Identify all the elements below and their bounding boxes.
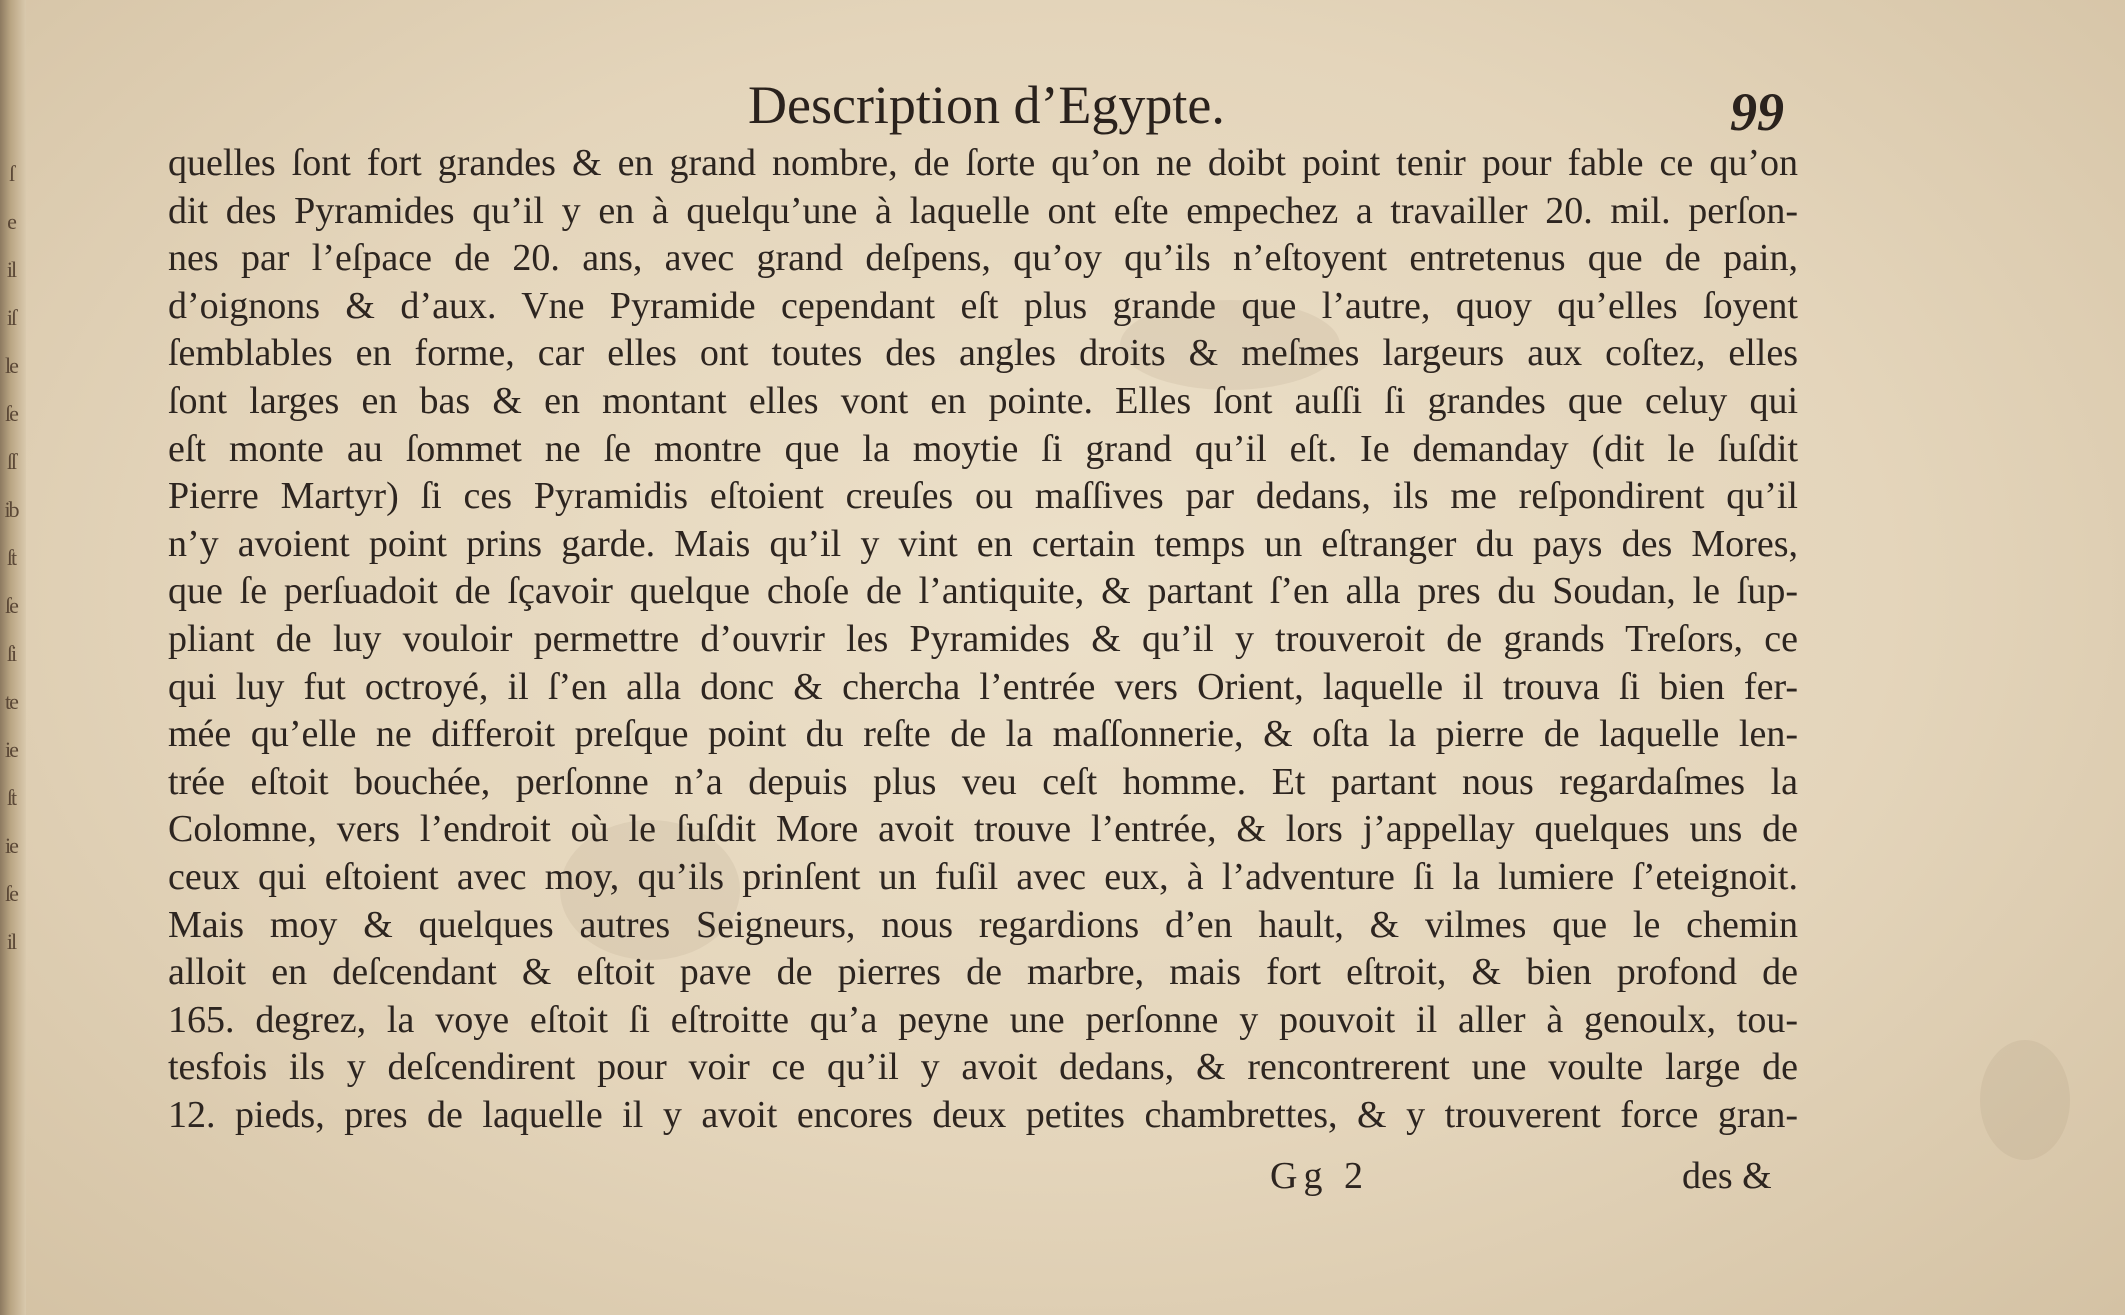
edge-glyph: il <box>6 929 16 954</box>
catchword: des & <box>1682 1155 1772 1197</box>
edge-glyph: ie <box>5 737 17 762</box>
edge-glyph: ſt <box>6 545 16 570</box>
text-line: 165. degrez, la voye eſtoit ſi eſtroitte qu’a peyne une perſonne y pouvoit il aller à genoulx, tou- <box>168 998 1798 1041</box>
facing-page-edge-text <box>0 150 22 966</box>
text-line: Mais moy & quelques autres Seigneurs, nous regardions d’en hault, & vilmes que le chemin <box>168 903 1798 946</box>
running-title: Description d’Egypte. <box>748 75 1225 135</box>
text-line: ſont larges en bas & en montant elles vont en pointe. Elles ſont auſſi ſi grandes que celuy qui <box>168 379 1798 422</box>
page-footer <box>0 1152 2125 1202</box>
text-line: que ſe perſuadoit de ſçavoir quelque choſe de l’antiquite, & partant ſ’en alla pres du Soudan, le ſup- <box>168 570 1798 613</box>
text-line: 12. pieds, pres de laquelle il y avoit encores deux petites chambrettes, & y trouverent force gran- <box>168 1093 1798 1136</box>
paper-stain <box>1980 1040 2070 1160</box>
text-line: n’y avoient point prins garde. Mais qu’il y vint en certain temps un eſtranger du pays des Mores, <box>168 522 1798 565</box>
text-line: ceux qui eſtoient avec moy, qu’ils prinſent un fuſil avec eux, à l’adventure ſi la lumiere ſ’eteignoit. <box>168 855 1798 898</box>
text-line: alloit en deſcendant & eſtoit pave de pierres de marbre, mais fort eſtroit, & bien profond de <box>168 951 1798 994</box>
text-line: nes par l’eſpace de 20. ans, avec grand deſpens, qu’oy qu’ils n’eſtoyent entretenus que de pain, <box>168 237 1798 280</box>
text-line: trée eſtoit bouchée, perſonne n’a depuis plus veu ceſt homme. Et partant nous regardaſmes la <box>168 760 1798 803</box>
text-line: pliant de luy vouloir permettre d’ouvrir les Pyramides & qu’il y trouveroit de grands Treſors, ce <box>168 617 1798 660</box>
page-header <box>0 72 2125 142</box>
text-line: qui luy fut octroyé, il ſ’en alla donc & chercha l’entrée vers Orient, laquelle il trouva ſi bien fer- <box>168 665 1798 708</box>
edge-glyph: ſi <box>6 641 16 666</box>
edge-glyph: ſſ <box>6 449 16 474</box>
edge-glyph: iſ <box>6 305 16 330</box>
text-line: eſt monte au ſommet ne ſe montre que la moytie ſi grand qu’il eſt. Ie demanday (dit le ſuſdit <box>168 427 1798 470</box>
body-text <box>168 140 1798 1139</box>
text-line: Colomne, vers l’endroit où le ſuſdit More avoit trouve l’entrée, & lors j’appellay quelques uns de <box>168 808 1798 851</box>
text-line: mée qu’elle ne differoit preſque point du reſte de la maſſonnerie, & oſta la pierre de laquelle len- <box>168 713 1798 756</box>
signature-mark: Gg 2 <box>1270 1155 1369 1197</box>
binding-gutter <box>0 0 26 1315</box>
edge-glyph: ſe <box>5 881 17 906</box>
text-line: Pierre Martyr) ſi ces Pyramidis eſtoient creuſes ou maſſives par dedans, ils me reſpondirent qu’il <box>168 475 1798 518</box>
edge-glyph: ſt <box>6 785 16 810</box>
text-line: ſemblables en forme, car elles ont toutes des angles droits & meſmes largeurs aux coſtez, elles <box>168 332 1798 375</box>
text-line: d’oignons & d’aux. Vne Pyramide cependant eſt plus grande que l’autre, quoy qu’elles ſoyent <box>168 284 1798 327</box>
edge-glyph: ſe <box>5 593 17 618</box>
edge-glyph: ie <box>5 833 17 858</box>
edge-glyph: e <box>7 209 15 234</box>
edge-glyph: ib <box>4 497 18 522</box>
edge-glyph: il <box>6 257 16 282</box>
edge-glyph: le <box>5 353 17 378</box>
text-line: dit des Pyramides qu’il y en à quelqu’une à laquelle ont eſte empechez a travailler 20. mil. perſon- <box>168 189 1798 232</box>
edge-glyph: ſ <box>8 161 14 186</box>
text-line: tesfois ils y deſcendirent pour voir ce qu’il y avoit dedans, & rencontrerent une voulte large de <box>168 1046 1798 1089</box>
text-line: quelles ſont fort grandes & en grand nombre, de ſorte qu’on ne doibt point tenir pour fable ce qu’on <box>168 142 1798 184</box>
page-number: 99 <box>1730 82 1784 142</box>
edge-glyph: te <box>5 689 17 714</box>
edge-glyph: ſe <box>5 401 17 426</box>
